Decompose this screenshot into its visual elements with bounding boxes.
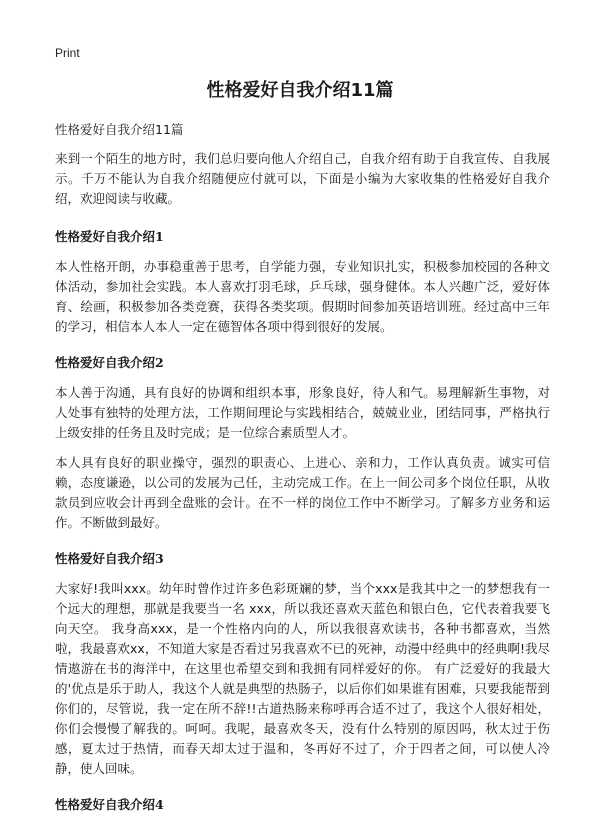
intro-paragraph: 来到一个陌生的地方时，我们总归要向他人介绍自己，自我介绍有助于自我宣传、自我展示。千万不能认为自我介绍随便应付就可以，下面是小编为大家收集的性格爱好自我介绍，欢迎阅读与收藏。 bbox=[55, 151, 550, 206]
print-link[interactable]: Print bbox=[55, 46, 80, 60]
page-title: 性格爱好自我介绍11篇 bbox=[206, 80, 394, 101]
section-2-heading: 性格爱好自我介绍2 bbox=[55, 355, 164, 370]
section-1-heading: 性格爱好自我介绍1 bbox=[55, 229, 164, 244]
article-subtitle: 性格爱好自我介绍11篇 bbox=[55, 122, 184, 137]
section-3-heading: 性格爱好自我介绍3 bbox=[55, 551, 164, 566]
article-body bbox=[55, 121, 550, 825]
section-2-paragraph-2: 本人具有良好的职业操守，强烈的职责心、上进心、亲和力，工作认真负责。诚实可信赖，态度谦逊，以公司的发展为己任，主动完成工作。在上一间公司多个岗位任职，从收款员到应收会计再到全盘账的会计。在不一样的岗位工作中不断学习。了解多方业务和运作。不断做到最好。 bbox=[55, 455, 550, 530]
section-1-paragraph-1: 本人性格开朗，办事稳重善于思考，自学能力强，专业知识扎实，积极参加校园的各种文体活动，参加社会实践。本人喜欢打羽毛球，乒乓球，强身健体。本人兴趣广泛，爱好体育、绘画，积极参加各类竞赛，获得各类奖项。假期时间参加英语培训班。经过高中三年的学习，相信本人本人一定在德智体各项中得到很好的发展。 bbox=[55, 259, 550, 334]
section-3-paragraph-1: 大家好!我叫xxx。幼年时曾作过许多色彩斑斓的梦，当个xxx是我其中之一的梦想我有一个远大的理想，那就是我要当一名 xxx，所以我还喜欢天蓝色和银白色，它代表着我要飞向天空。 我身高xxx，是一个性格内向的人，所以我很喜欢读书，各种书都喜欢，当然啦，我最喜欢xx，不知道大家是否看过另我喜欢不已的死神，动漫中经典中的经典啊!我尽情遨游在书的海洋中，在这里也希望交到和我拥有同样爱好的你。 有广泛爱好的我最大的'优点是乐于助人，我这个人就是典型的热肠子，以后你们如果谁有困难，只要我能帮到你们的，尽管说，我一定在所不辞!!古道热肠来称呼再合适不过了，我这个人很好相处，你们会慢慢了解我的。呵呵。我呢，最喜欢冬天，没有什么特别的原因吗，秋太过于伤感，夏太过于热情，而春天却太过于温和，冬再好不过了，介于四者之间，可以使人冷静，使人回味。 bbox=[55, 581, 550, 776]
section-2-paragraph-1: 本人善于沟通，具有良好的协调和组织本事，形象良好，待人和气。易理解新生事物，对人处事有独特的处理方法，工作期间理论与实践相结合，兢兢业业，团结同事，严格执行上级安排的任务且及时完成；是一位综合素质型人才。 bbox=[55, 385, 550, 440]
section-4-heading: 性格爱好自我介绍4 bbox=[55, 797, 164, 812]
